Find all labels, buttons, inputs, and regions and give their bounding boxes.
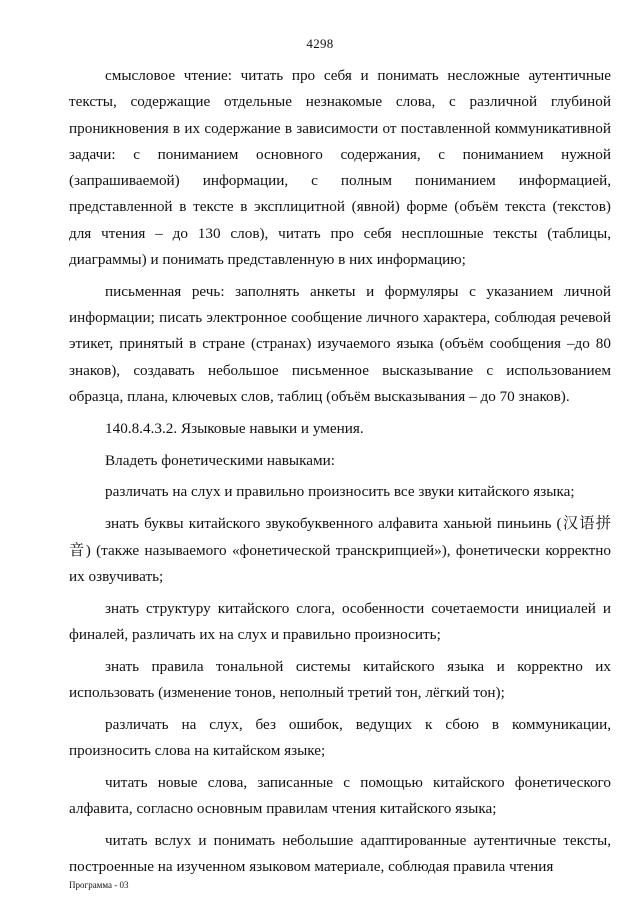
body-text bbox=[69, 63, 611, 886]
paragraph-item: знать буквы китайского звукобуквенного алфавита ханьюй пиньинь (汉语拼音) (также называемого «фонетической транскрипцией»), фонетически корректно их озвучивать; bbox=[69, 515, 611, 585]
section-heading: 140.8.4.3.2. Языковые навыки и умения. bbox=[105, 419, 364, 437]
paragraph-item: читать новые слова, записанные с помощью китайского фонетического алфавита, согласно основным правилам чтения китайского языка; bbox=[69, 773, 611, 818]
paragraph-item: знать структуру китайского слога, особенности сочетаемости инициалей и финалей, различать их на слух и правильно произносить; bbox=[69, 599, 611, 643]
paragraph-phonetics-intro: Владеть фонетическими навыками: bbox=[105, 451, 335, 469]
paragraph-item: читать вслух и понимать небольшие адаптированные аутентичные тексты, построенные на изученном языковом материале, соблюдая правила чтения bbox=[69, 832, 611, 876]
footer-label: Программа - 03 bbox=[69, 880, 129, 890]
paragraph-item: знать правила тональной системы китайского языка и корректно их использовать (изменение тонов, неполный третий тон, лёгкий тон); bbox=[69, 657, 611, 702]
paragraph-reading: смысловое чтение: читать про себя и понимать несложные аутентичные тексты, содержащие отдельные незнакомые слова, с различной глубиной проникновения в их содержание в зависимости от поставленной коммуникативной задачи: с пониманием основного содержания, с пониманием нужной (запрашиваемой) информации, с полным пониманием информацией, представленной в тексте в эксплицитной (явной) форме (объём текста (текстов) для чтения – до 130 слов), читать про себя несплошные тексты (таблицы, диаграммы) и понимать представленную в них информацию; bbox=[69, 67, 611, 269]
page-number: 4298 bbox=[306, 36, 334, 51]
paragraph-writing: письменная речь: заполнять анкеты и формуляры с указанием личной информации; писать электронное сообщение личного характера, соблюдая речевой этикет, принятый в стране (странах) изучаемого языка (объём сообщения –до 80 знаков), создавать небольшое письменное высказывание с использованием образца, плана, ключевых слов, таблиц (объём высказывания – до 70 знаков). bbox=[69, 282, 611, 406]
paragraph-item: различать на слух, без ошибок, ведущих к сбою в коммуникации, произносить слова на китайском языке; bbox=[69, 715, 611, 760]
paragraph-item: различать на слух и правильно произносить все звуки китайского языка; bbox=[105, 483, 575, 501]
